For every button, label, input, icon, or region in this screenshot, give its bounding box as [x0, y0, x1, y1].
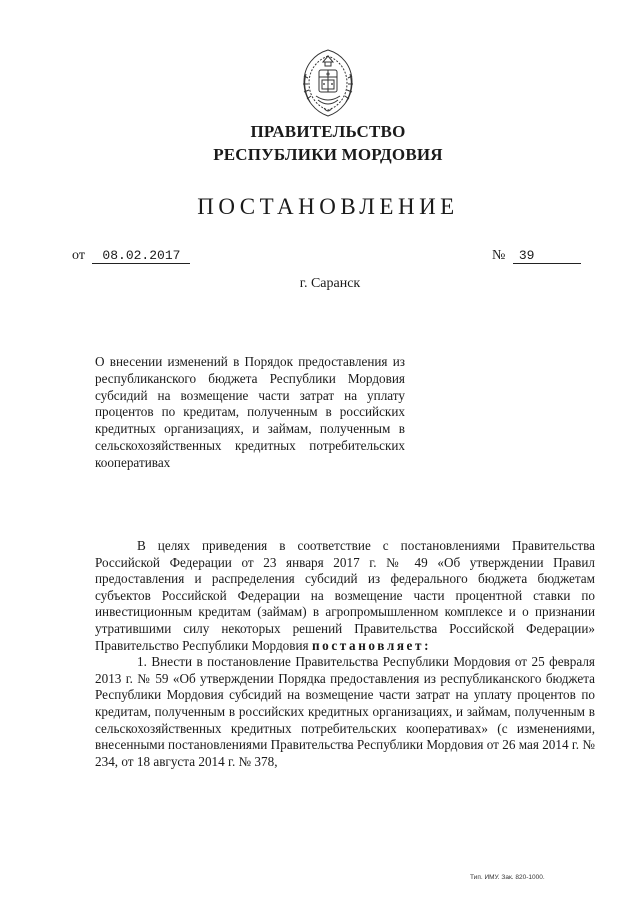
resolution-keyword: постановляет: [311, 637, 432, 653]
document-date-row [72, 248, 190, 264]
body-paragraph-2: 1. Внести в постановление Правительства Республики Мордовия от 25 февраля 2013 г. № 59 «Об утверждении Порядка предоставления из республиканского бюджета Республики Мордовия субсидий на возмещение части затрат на уплату процентов по кредитам, полученным в российских кредитных организациях, и займам, полученным в сельскохозяйственных кредитных потребительских кооперативах» (с изменениями, внесенными постановлениями Правительства Республики Мордовия от 26 мая 2014 г. № 234, от 18 августа 2014 г. № 378, [95, 654, 595, 769]
coat-of-arms-emblem [296, 44, 360, 120]
date-prefix: от [72, 248, 85, 263]
org-name-line2: РЕСПУБЛИКИ МОРДОВИЯ [213, 145, 443, 164]
document-body [95, 538, 595, 770]
document-number-row [492, 248, 581, 264]
document-subject: О внесении изменений в Порядок предоставления из республиканского бюджета Республики Мордовия субсидий на возмещение части затрат на уплату процентов по кредитам, полученным в российских кредитных организациях, и займам, полученным в сельскохозяйственных кредитных потребительских кооперативах [95, 354, 405, 470]
org-name-line1: ПРАВИТЕЛЬСТВО [250, 122, 406, 141]
paragraph-1-text: В целях приведения в соответствие с постановлениями Правительства Российской Федерации от 23 января 2017 г. № 49 «Об утверждении Правил предоставления и распределения субсидий из федерального бюджета бюджетам субъектов Российской Федерации на возмещение части процентной ставки по инвестиционным кредитам (займам) в агропромышленном комплексе и о признании утратившими силу некоторых решений Правительства Российской Федерации» Правительство Республики Мордовия [95, 538, 595, 653]
document-date: 08.02.2017 [92, 248, 190, 264]
city-line: г. Саранск [299, 276, 361, 291]
body-paragraph-1 [95, 538, 595, 654]
print-mark: Тип. ИМУ. Зак. 820-1000. [470, 874, 545, 881]
document-type-title: ПОСТАНОВЛЕНИЕ [197, 194, 459, 219]
document-number: 39 [513, 248, 581, 264]
number-prefix: № [492, 248, 506, 263]
